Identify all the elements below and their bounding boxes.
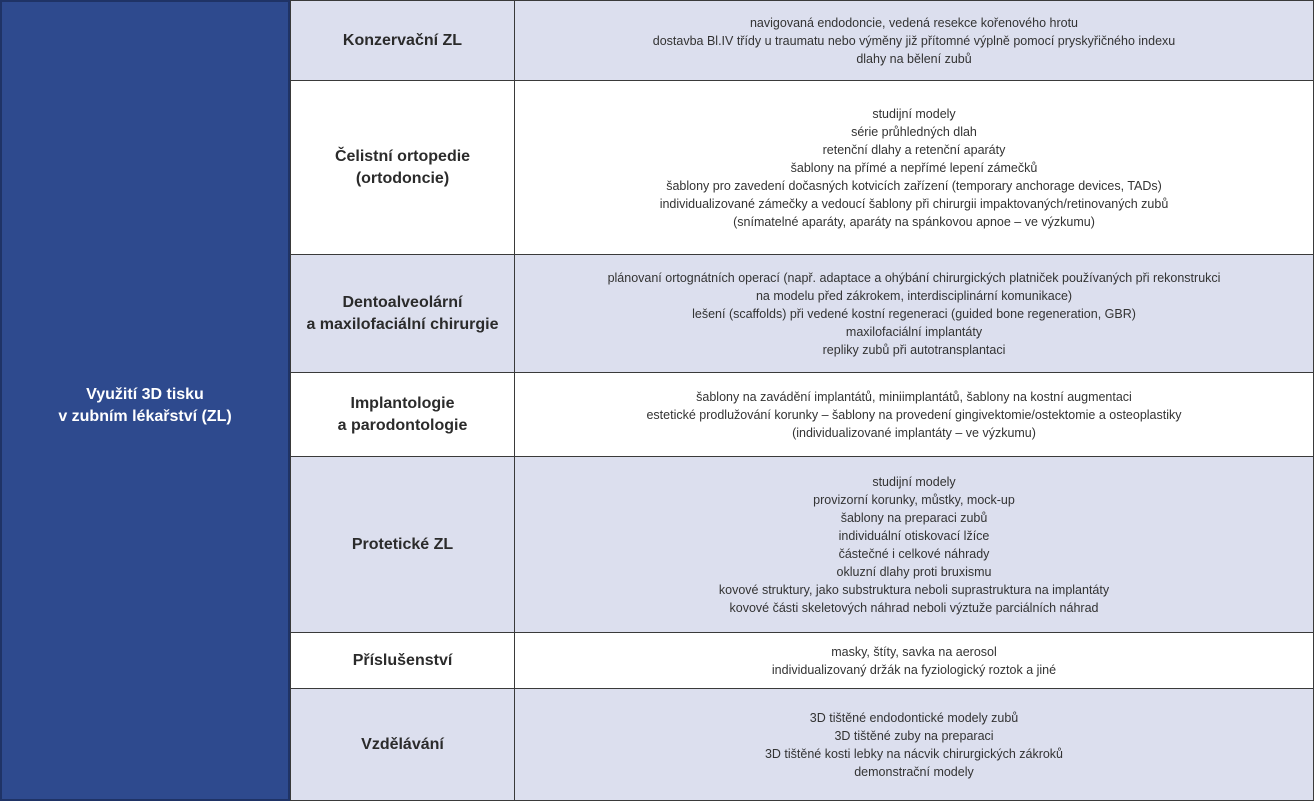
row-category: Dentoalveolární a maxilofaciální chirurgie (290, 255, 515, 372)
row-item: šablony na preparaci zubů (840, 510, 988, 525)
row-items (515, 1, 1313, 80)
main-category-line-1: Využití 3D tisku (86, 385, 204, 403)
row-item: 3D tištěné kosti lebky na nácvik chirurgických zákroků (764, 746, 1064, 761)
row-item: individuální otiskovací lžíce (838, 528, 990, 543)
main-category-line-2: v zubním lékařství (ZL) (58, 407, 232, 425)
row-item: (snímatelné aparáty, aparáty na spánkovou apnoe – ve výzkumu) (733, 214, 1095, 229)
row-item: kovové struktury, jako substruktura neboli suprastruktura na implantáty (718, 582, 1110, 597)
table-row-ortodoncie (290, 81, 1313, 255)
row-item: kovové části skeletových náhrad neboli výztuže parciálních náhrad (729, 600, 1099, 615)
table-row-implantologie (290, 373, 1313, 457)
row-item: individualizovaný držák na fyziologický roztok a jiné (771, 662, 1057, 677)
row-items (515, 633, 1313, 688)
table-row-proteticke (290, 457, 1313, 633)
main-category-cell (0, 0, 290, 801)
row-category: Vzdělávání (290, 689, 515, 800)
row-items (515, 373, 1313, 456)
row-item: demonstrační modely (854, 764, 974, 779)
table-row-vzdelavani (290, 689, 1313, 801)
row-category: Protetické ZL (290, 457, 515, 632)
row-item: částečné i celkové náhrady (838, 546, 990, 561)
row-item: 3D tištěné endodontické modely zubů (809, 710, 1019, 725)
rows-container (290, 0, 1314, 801)
row-items (515, 689, 1313, 800)
row-item: retenční dlahy a retenční aparáty (822, 142, 1006, 157)
row-item: masky, štíty, savka na aerosol (831, 644, 997, 659)
row-items (515, 457, 1313, 632)
row-category: Implantologie a parodontologie (290, 373, 515, 456)
row-item: šablony pro zavedení dočasných kotvicích zařízení (temporary anchorage devices, TADs) (666, 178, 1162, 193)
row-item: repliky zubů při autotransplantaci (822, 342, 1006, 357)
row-item: plánovaní ortognátních operací (např. adaptace a ohýbání chirurgických platniček používaných při rekonstrukci (607, 270, 1221, 285)
row-item: individualizované zámečky a vedoucí šablony při chirurgii impaktovaných/retinovaných zubů (659, 196, 1169, 211)
table-row-konzervacni (290, 1, 1313, 81)
row-item: navigovaná endodoncie, vedená resekce kořenového hrotu (749, 15, 1078, 30)
row-item: okluzní dlahy proti bruxismu (836, 564, 992, 579)
table-row-chirurgie (290, 255, 1313, 373)
row-category: Čelistní ortopedie (ortodoncie) (290, 81, 515, 254)
row-item: šablony na přímé a nepřímé lepení zámečků (790, 160, 1038, 175)
row-item: studijní modely (872, 474, 956, 489)
row-item: dlahy na bělení zubů (856, 51, 972, 66)
row-item: studijní modely (872, 106, 956, 121)
row-item: šablony na zavádění implantátů, miniimplantátů, šablony na kostní augmentaci (696, 389, 1132, 404)
row-item: dostavba Bl.IV třídy u traumatu nebo výměny již přítomné výplně pomocí pryskyřičného indexu (652, 33, 1176, 48)
table-row-prislusenstvi (290, 633, 1313, 689)
row-item: na modelu před zákrokem, interdisciplinární komunikace) (755, 288, 1073, 303)
row-item: 3D tištěné zuby na preparaci (834, 728, 994, 743)
row-category: Příslušenství (290, 633, 515, 688)
row-item: maxilofaciální implantáty (845, 324, 983, 339)
row-category: Konzervační ZL (290, 1, 515, 80)
row-item: lešení (scaffolds) při vedené kostní regeneraci (guided bone regeneration, GBR) (692, 306, 1136, 321)
row-item: provizorní korunky, můstky, mock-up (813, 492, 1015, 507)
row-item: (individualizované implantáty – ve výzkumu) (792, 425, 1036, 440)
row-items (515, 255, 1313, 372)
row-items (515, 81, 1313, 254)
row-item: estetické prodlužování korunky – šablony na provedení gingivektomie/ostektomie a osteoplastiky (646, 407, 1182, 422)
row-item: série průhledných dlah (851, 124, 977, 139)
